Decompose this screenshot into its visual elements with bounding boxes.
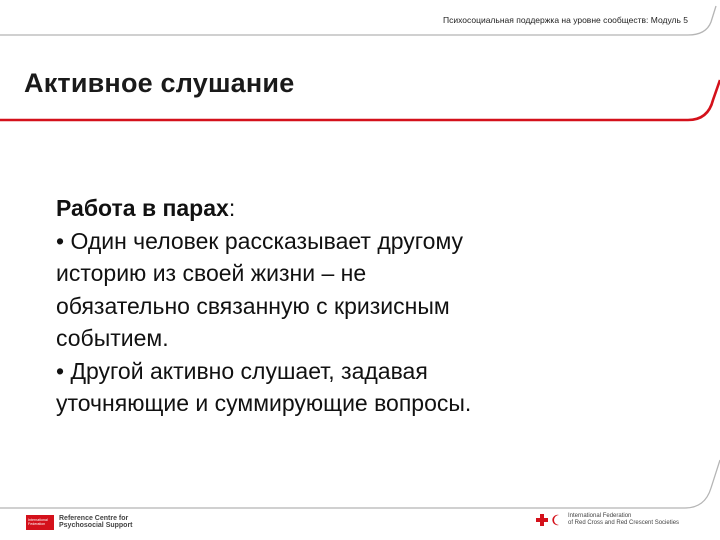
- slide-body: [56, 192, 656, 420]
- slide-title: Активное слушание: [24, 68, 295, 98]
- footer-line: [0, 460, 720, 508]
- ifrc-name-line: of Red Cross and Red Crescent Societies: [568, 520, 680, 526]
- red-cross-icon: [536, 514, 548, 526]
- body-line: событием.: [56, 325, 169, 351]
- header-corner-curve: [688, 6, 716, 35]
- logo-text-line: International: [28, 517, 48, 522]
- reference-centre-line: Psychosocial Support: [59, 522, 133, 529]
- body-line: уточняющие и суммирующие вопросы.: [56, 390, 472, 416]
- body-heading-bold: Работа в парах: [56, 195, 229, 221]
- reference-centre-name: [59, 515, 133, 530]
- body-line: историю из своей жизни – не: [56, 260, 367, 286]
- body-heading: [56, 192, 656, 225]
- ifrc-name-line: International Federation: [568, 513, 632, 519]
- reference-centre-line: Reference Centre for: [59, 514, 129, 522]
- body-line: • Другой активно слушает, задавая: [56, 357, 428, 384]
- ifrc-name: [568, 513, 679, 527]
- red-crescent-icon: [551, 514, 563, 526]
- body-heading-colon: :: [228, 195, 236, 221]
- body-line: обязательно связанную с кризисным: [56, 292, 450, 319]
- footer-right-logo: [536, 512, 679, 528]
- ifrc-logo-box: [26, 515, 54, 530]
- header-caption: Психосоциальная поддержка на уровне сообществ: Модуль 5: [443, 15, 688, 25]
- body-line: • Один человек рассказывает другому: [56, 227, 464, 254]
- footer-left-logo: [26, 514, 133, 530]
- logo-text-line: Federation: [28, 522, 46, 526]
